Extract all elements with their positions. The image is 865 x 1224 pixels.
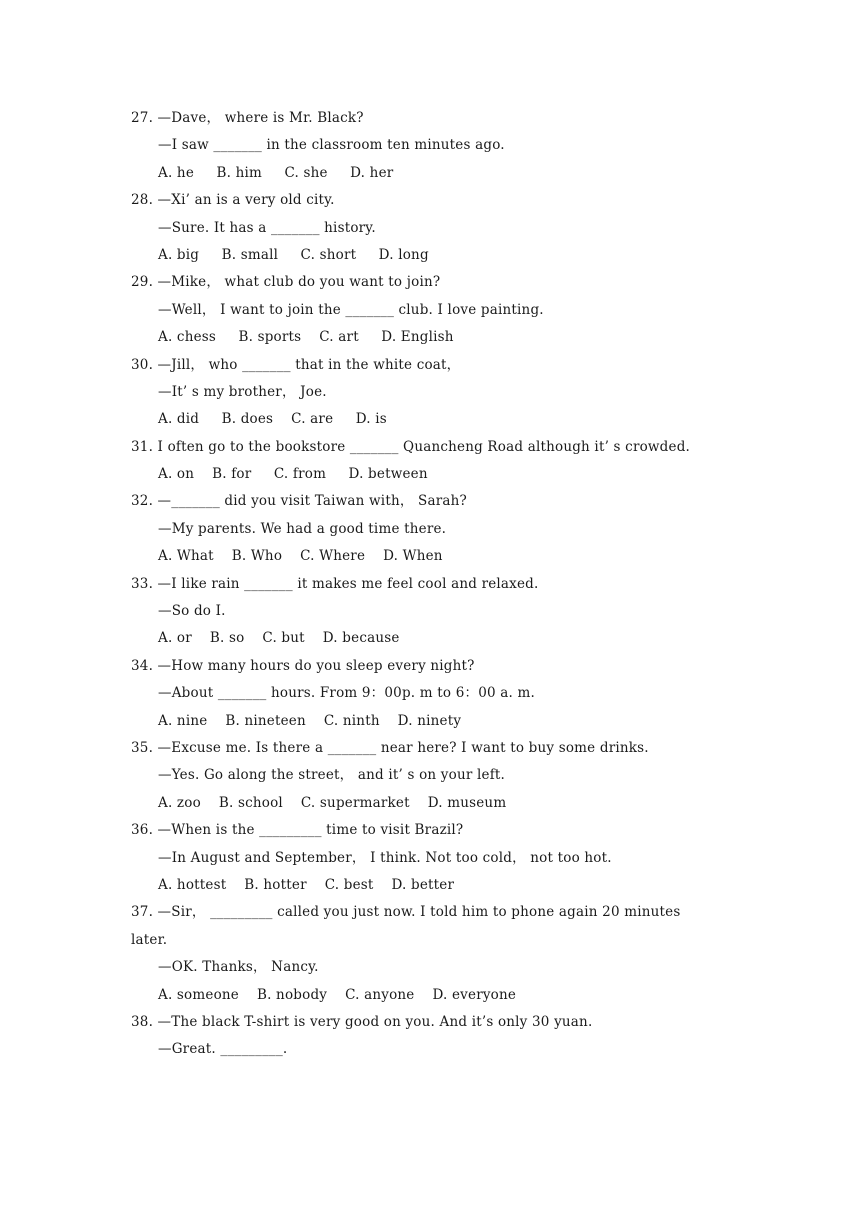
answer-options: A. or B. so C. but D. because	[158, 630, 400, 647]
question-response: —Well， I want to join the _______ club. I love painting.	[158, 301, 544, 318]
question-32	[131, 488, 751, 570]
question-response: —So do I.	[158, 603, 226, 620]
question-35	[131, 735, 751, 817]
question-response: —In August and September， I think. Not too cold， not too hot.	[158, 849, 612, 866]
question-31	[131, 434, 751, 489]
question-36	[131, 817, 751, 899]
question-37	[131, 899, 751, 1009]
question-27	[131, 105, 751, 187]
question-stem: 28. —Xi’ an is a very old city.	[131, 192, 335, 209]
question-list	[131, 105, 751, 1064]
question-stem: 36. —When is the _________ time to visit Brazil?	[131, 822, 464, 839]
question-stem: 33. —I like rain _______ it makes me feel cool and relaxed.	[131, 575, 539, 592]
question-30	[131, 352, 751, 434]
question-stem-continuation: later.	[131, 931, 168, 948]
question-stem: 34. —How many hours do you sleep every night?	[131, 657, 475, 674]
question-38	[131, 1009, 751, 1064]
question-response: —OK. Thanks， Nancy.	[158, 959, 319, 976]
answer-options: A. did B. does C. are D. is	[158, 411, 387, 428]
question-response: —About _______ hours. From 9：00p. m to 6：00 a. m.	[158, 685, 536, 702]
question-response: —Great. _________.	[158, 1041, 288, 1058]
question-response: —It’ s my brother， Joe.	[158, 383, 327, 400]
question-29	[131, 269, 751, 351]
question-response: —My parents. We had a good time there.	[158, 520, 447, 537]
answer-options: A. big B. small C. short D. long	[158, 246, 429, 263]
question-response: —Yes. Go along the street， and it’ s on your left.	[158, 767, 506, 784]
question-stem: 37. —Sir， _________ called you just now. I told him to phone again 20 minutes	[131, 904, 681, 921]
answer-options: A. someone B. nobody C. anyone D. everyone	[158, 986, 517, 1003]
question-33	[131, 571, 751, 653]
question-stem: 27. —Dave， where is Mr. Black?	[131, 110, 364, 126]
question-stem: 38. —The black T-shirt is very good on you. And it’s only 30 yuan.	[131, 1013, 593, 1030]
answer-options: A. nine B. nineteen C. ninth D. ninety	[158, 712, 462, 729]
answer-options: A. zoo B. school C. supermarket D. museum	[158, 794, 507, 811]
answer-options: A. hottest B. hotter C. best D. better	[158, 876, 455, 893]
question-stem: 30. —Jill， who _______ that in the white coat，	[131, 356, 461, 373]
question-stem: 35. —Excuse me. Is there a _______ near here? I want to buy some drinks.	[131, 739, 649, 756]
question-28	[131, 187, 751, 269]
question-34	[131, 653, 751, 735]
question-stem: 32. —_______ did you visit Taiwan with， Sarah?	[131, 493, 467, 510]
question-stem: 31. I often go to the bookstore _______ Quancheng Road although it’ s crowded.	[131, 438, 691, 455]
answer-options: A. on B. for C. from D. between	[158, 466, 428, 483]
answer-options: A. What B. Who C. Where D. When	[158, 548, 443, 565]
question-response: —Sure. It has a _______ history.	[158, 219, 376, 236]
answer-options: A. chess B. sports C. art D. English	[158, 329, 454, 346]
question-response: —I saw _______ in the classroom ten minutes ago.	[158, 137, 505, 154]
question-stem: 29. —Mike， what club do you want to join?	[131, 274, 441, 291]
answer-options: A. he B. him C. she D. her	[158, 164, 394, 181]
